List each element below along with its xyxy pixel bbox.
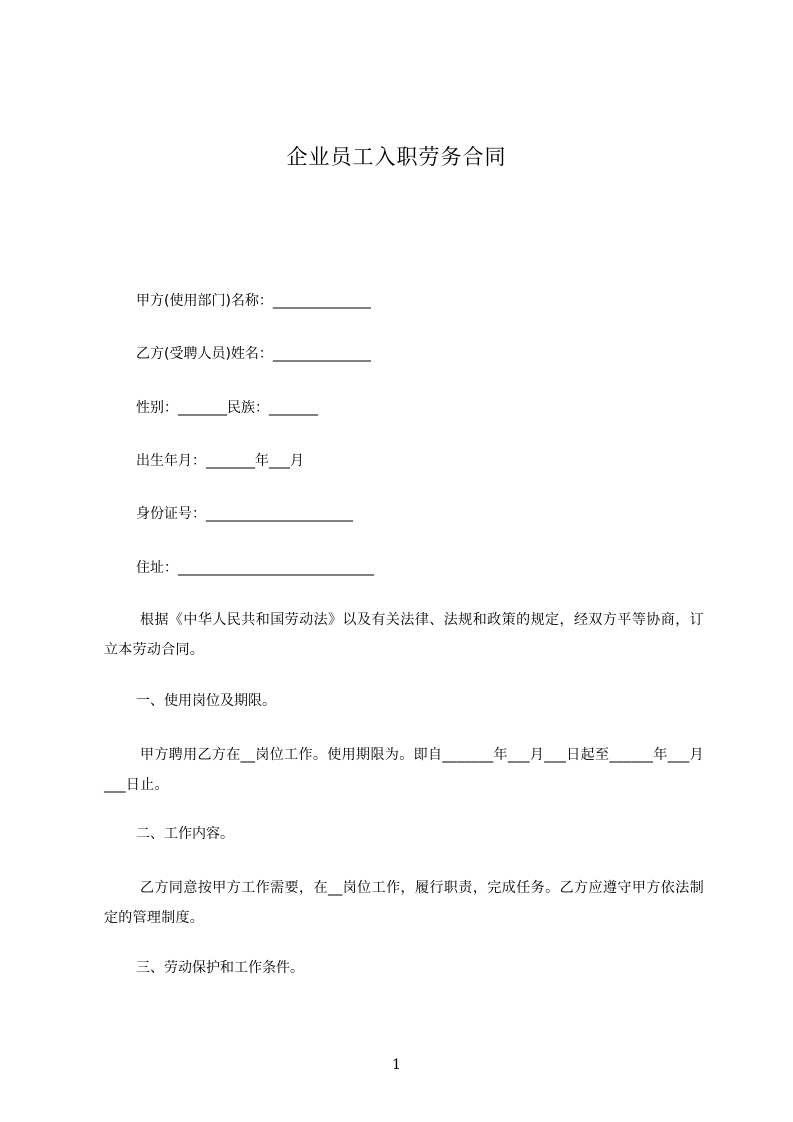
field-address: 住址：____________________________ xyxy=(136,560,374,576)
field-id-number: 身份证号：_____________________ xyxy=(136,506,353,522)
section-heading-2: 二、工作内容。 xyxy=(136,826,234,842)
section-heading-1: 一、使用岗位及期限。 xyxy=(136,693,276,709)
field-birth: 出生年月：_______年___月 xyxy=(136,453,304,469)
field-gender-ethnicity: 性别：_______民族：_______ xyxy=(136,400,318,416)
field-party-b: 乙方(受聘人员)姓名：______________ xyxy=(136,346,371,362)
intro-paragraph: 根据《中华人民共和国劳动法》以及有关法律、法规和政策的规定，经双方平等协商，订立本劳动合同。 xyxy=(104,612,704,658)
section-heading-3: 三、劳动保护和工作条件。 xyxy=(136,960,304,976)
field-party-a: 甲方(使用部门)名称：______________ xyxy=(136,293,371,309)
section-body-1: 甲方聘用乙方在__岗位工作。使用期限为。即自_______年___月___日起至______年___月___日止。 xyxy=(104,747,704,793)
page-title: 企业员工入职劳务合同 xyxy=(286,145,507,169)
page-number: 1 xyxy=(392,1057,401,1073)
section-body-2: 乙方同意按甲方工作需要，在__岗位工作，履行职责，完成任务。乙方应遵守甲方依法制定的管理制度。 xyxy=(104,880,704,926)
